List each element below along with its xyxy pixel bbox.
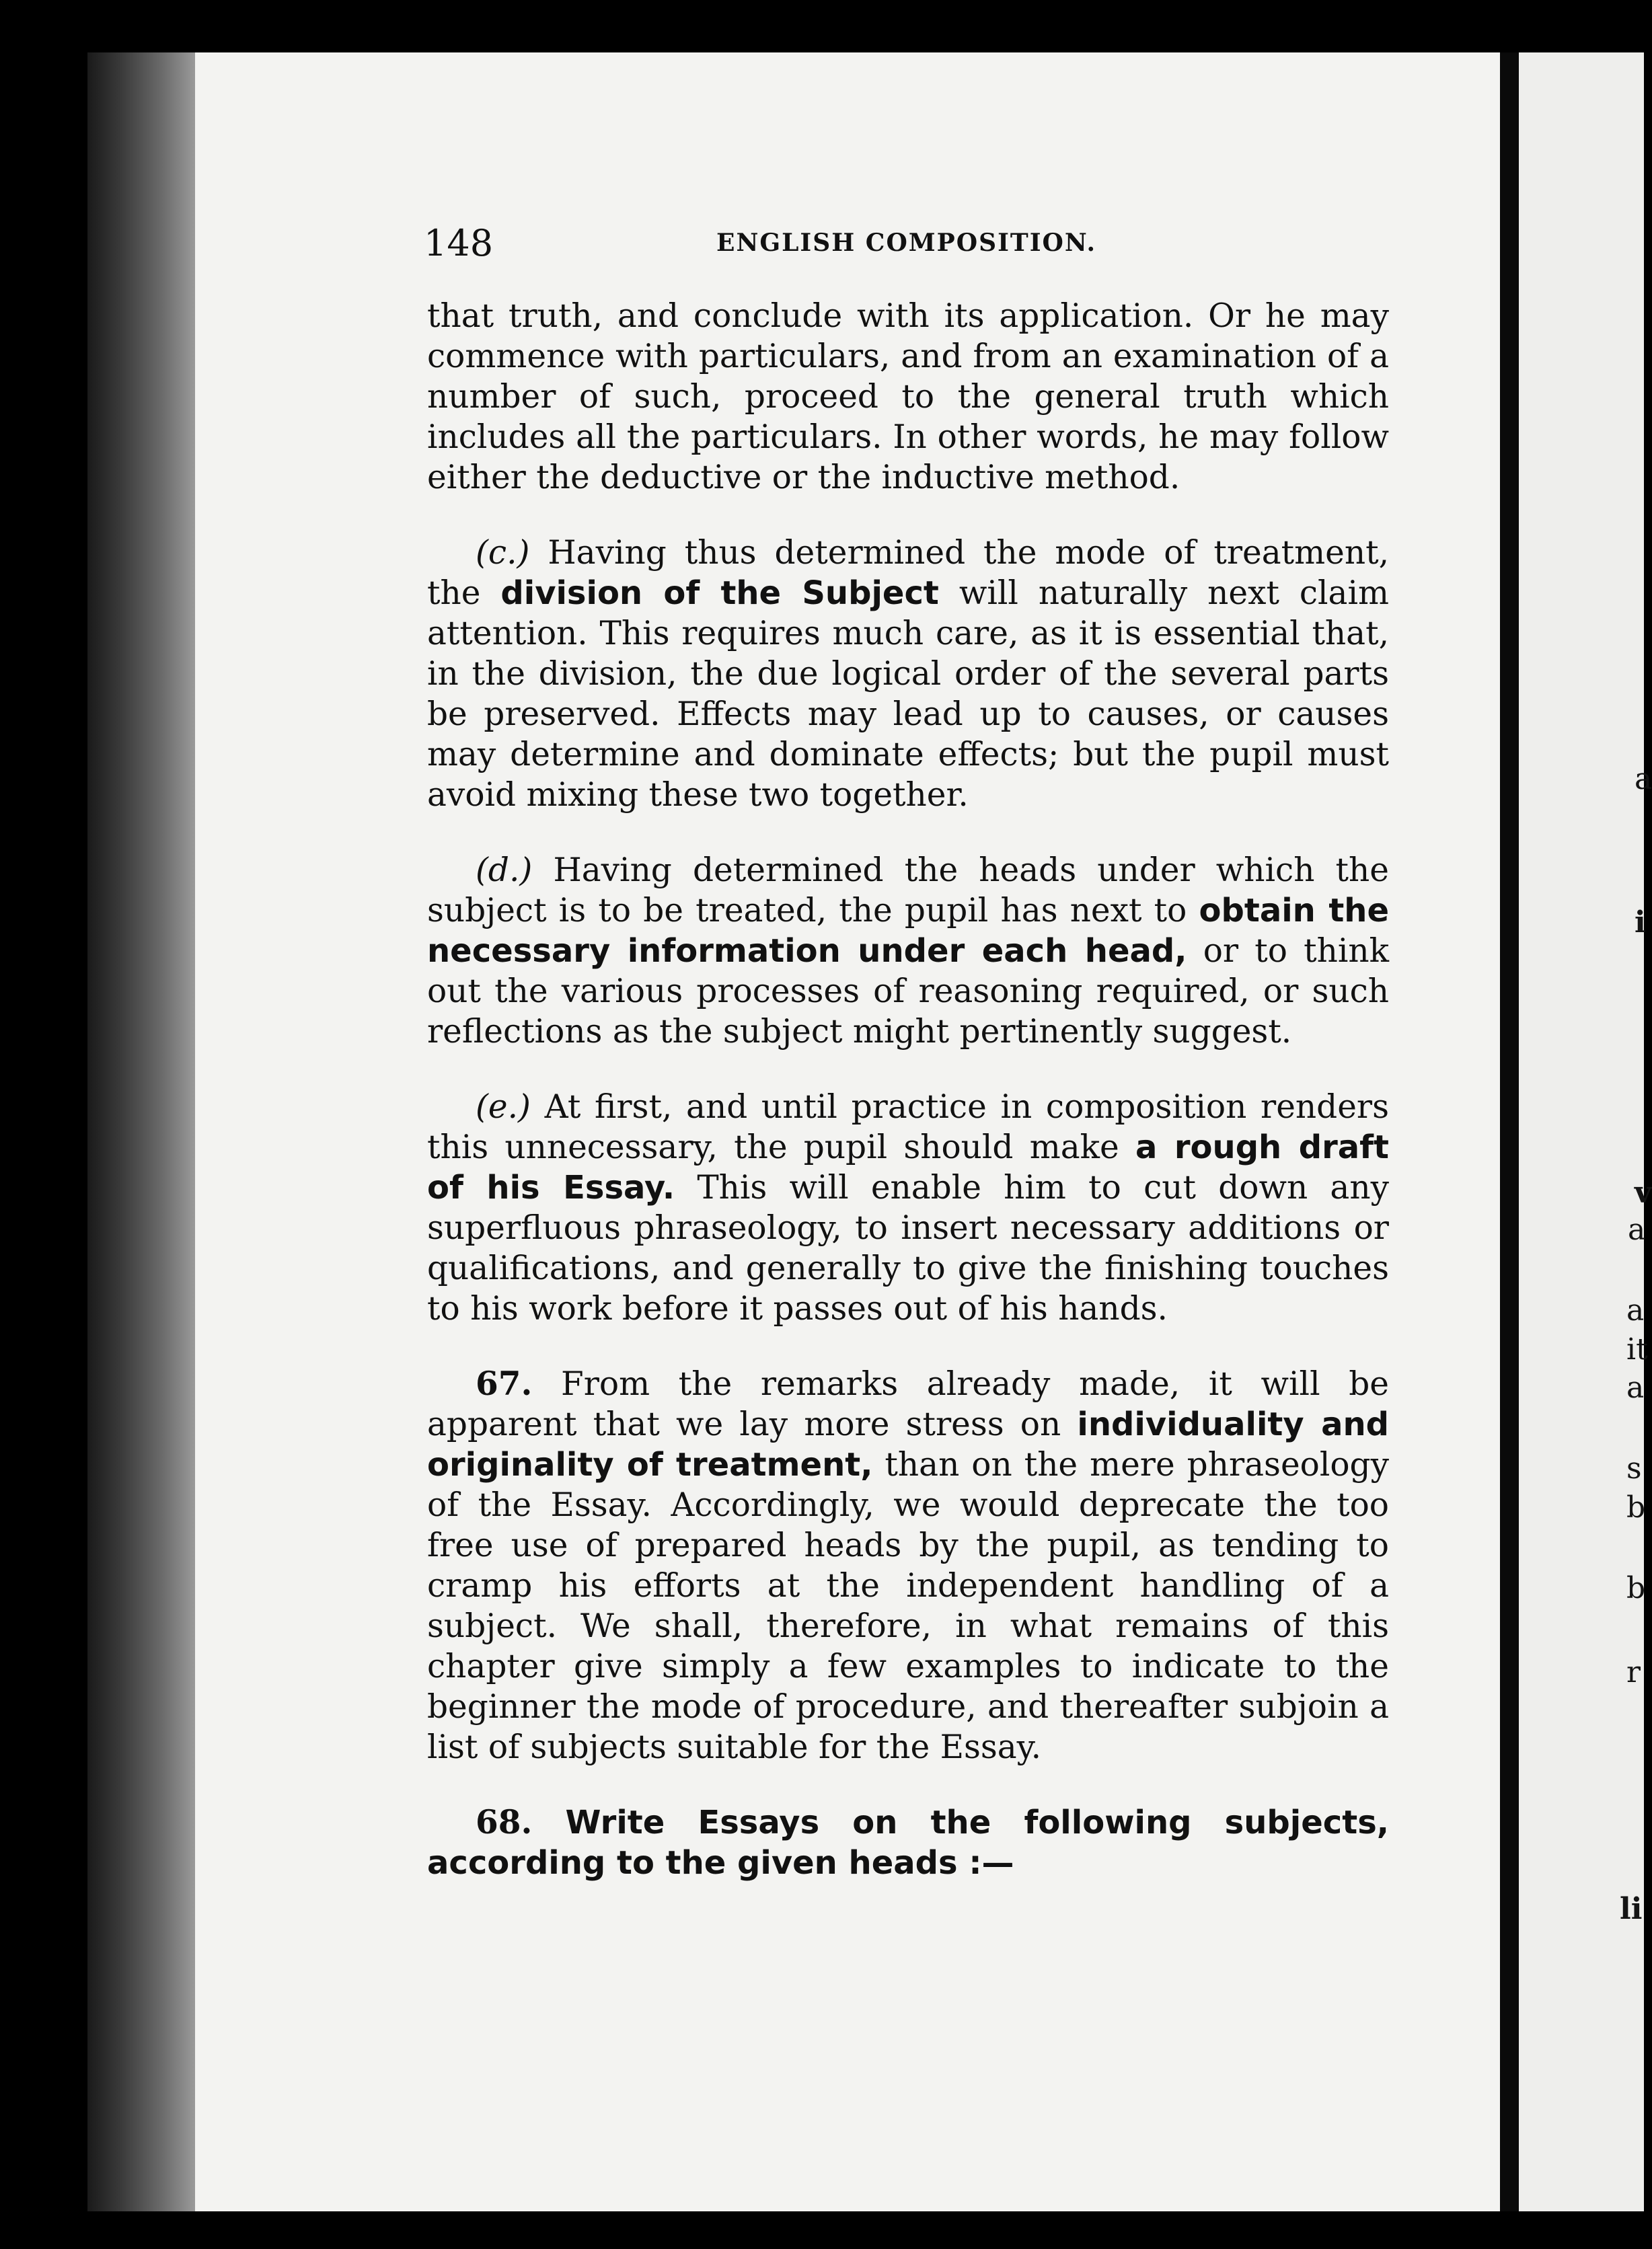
paragraph-continuation bbox=[427, 296, 1389, 498]
page-number: 148 bbox=[424, 222, 494, 264]
facing-page-fragment: a bbox=[1628, 1213, 1646, 1247]
paragraph-67 bbox=[427, 1364, 1389, 1767]
facing-page-fragment: s bbox=[1626, 1451, 1642, 1486]
paragraph-text: From the remarks already made, it will be apparent that we lay more stress on bbox=[427, 1365, 1389, 1443]
paragraph-label: (e.) bbox=[476, 1088, 531, 1126]
facing-page-fragment: b bbox=[1626, 1490, 1646, 1525]
page-body bbox=[427, 296, 1389, 1918]
facing-page-fragment: i bbox=[1635, 905, 1646, 940]
paragraph-text: This will enable him to cut down any superfluous phraseology, to insert necessary additions or qualifications, and generally to give the finishing touches to his work before it passes out of his hands. bbox=[427, 1169, 1389, 1328]
facing-page-edge bbox=[1519, 52, 1652, 2211]
book-gutter bbox=[1500, 52, 1519, 2211]
running-head: ENGLISH COMPOSITION. bbox=[716, 229, 1097, 257]
paragraph-text: Having thus determined the mode of treatment, the bbox=[427, 534, 1389, 612]
scan-bottom-border bbox=[0, 2211, 1644, 2249]
paragraph-text: that truth, and conclude with its application. Or he may commence with particulars, and from an examination of a number of such, proceed to the general truth which includes all the particulars. In other words, he may follow either the deductive or the inductive method. bbox=[427, 297, 1389, 496]
facing-page-fragment: it bbox=[1626, 1332, 1648, 1367]
facing-page-fragment: b bbox=[1626, 1571, 1646, 1605]
facing-page-fragment: a bbox=[1635, 762, 1652, 796]
facing-page-fragment: a bbox=[1626, 1371, 1645, 1405]
facing-page-fragment: li bbox=[1620, 1892, 1643, 1926]
paragraph-e bbox=[427, 1087, 1389, 1329]
facing-page-fragment: r bbox=[1626, 1655, 1641, 1689]
paragraph-d bbox=[427, 850, 1389, 1052]
paragraph-label: (d.) bbox=[476, 851, 533, 889]
paragraph-label: (c.) bbox=[476, 534, 530, 572]
paragraph-text: or to think out the various processes of reasoning required, or such reflections as the subject might pertinently suggest. bbox=[427, 932, 1390, 1051]
facing-page-fragment: a bbox=[1626, 1293, 1645, 1328]
emphasis-text: obtain the necessary information under each head, bbox=[427, 892, 1389, 970]
paragraph-text: than on the mere phraseology of the Essay. Accordingly, we would deprecate the too free use of prepared heads by the pupil, as tending to cramp his efforts at the independent handling of a subject. We shall, therefore, in what remains of this chapter give simply a few examples to indicate to the beginner the mode of procedure, and thereafter subjoin a list of subjects suitable for the Essay. bbox=[427, 1446, 1389, 1766]
facing-page-fragment: v bbox=[1635, 1176, 1652, 1210]
section-number: 68. bbox=[476, 1803, 533, 1841]
paragraph-text: Having determined the heads under which the subject is to be treated, the pupil has next to bbox=[427, 851, 1389, 929]
emphasis-text: individuality and originality of treatment, bbox=[427, 1406, 1390, 1484]
paragraph-68 bbox=[427, 1802, 1389, 1883]
paragraph-text: will naturally next claim attention. This requires much care, as it is essential that, in the division, the due logical order of the several parts be preserved. Effects may lead up to causes, or causes may determine and dominate effects; but the pupil must avoid mixing these two together. bbox=[427, 574, 1389, 814]
emphasis-text: division of the Subject bbox=[500, 574, 939, 612]
paragraph-c bbox=[427, 533, 1389, 815]
emphasis-text: Write Essays on the following subjects, according to the given heads :— bbox=[427, 1804, 1389, 1882]
paragraph-text: At first, and until practice in composition renders this unnecessary, the pupil should make bbox=[427, 1088, 1389, 1166]
emphasis-text: a rough draft of his Essay. bbox=[427, 1129, 1389, 1207]
section-number: 67. bbox=[476, 1365, 533, 1403]
page-header bbox=[424, 222, 1386, 276]
